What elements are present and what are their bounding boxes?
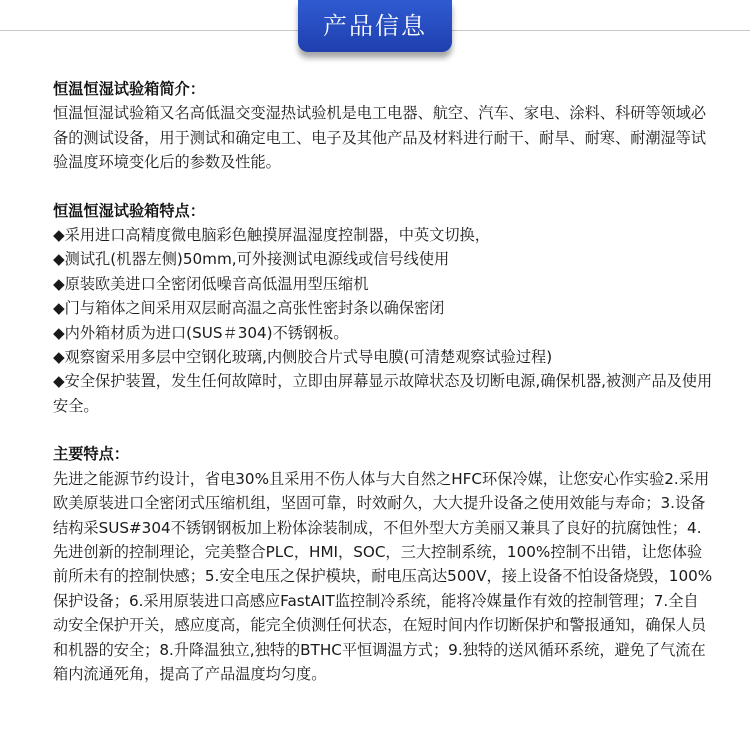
feature-item: ◆观察窗采用多层中空钢化玻璃,内侧胶合片式导电膜(可清楚观察试验过程) bbox=[53, 348, 553, 367]
intro-body: 恒温恒湿试验箱又名高低温交变湿热试验机是电工电器、航空、汽车、家电、涂料、科研等领域必备的测试设备，用于测试和确定电工、电子及其他产品及材料进行耐干、耐旱、耐寒、耐潮湿等试验温度环境变化后的参数及性能。 bbox=[53, 104, 707, 172]
intro-section bbox=[53, 77, 713, 175]
features-title: 恒温恒湿试验箱特点： bbox=[53, 201, 205, 220]
main-features-title: 主要特点： bbox=[53, 445, 129, 464]
features-section bbox=[53, 199, 713, 419]
feature-item: ◆原装欧美进口全密闭低噪音高低温用型压缩机 bbox=[53, 274, 369, 293]
feature-item: ◆安全保护装置，发生任何故障时，立即由屏幕显示故障状态及切断电源,确保机器,被测产品及使用安全。 bbox=[53, 372, 713, 415]
banner-title: 产品信息 bbox=[298, 0, 452, 52]
feature-item: ◆测试孔(机器左侧)50mm,可外接测试电源线或信号线使用 bbox=[53, 250, 450, 269]
main-features-section bbox=[53, 442, 713, 686]
main-features-body: 先进之能源节约设计，省电30%且采用不伤人体与大自然之HFC环保冷媒，让您安心作实验2.采用欧美原装进口全密闭式压缩机组，坚固可靠，时效耐久，大大提升设备之使用效能与寿命；3.设备结构采SUS#304不锈钢钢板加上粉体涂装制成，不但外型大方美丽又兼具了良好的抗腐蚀性；4.先进创新的控制理论，完美整合PLC，HMI，SOC，三大控制系统，100%控制不出错，让您体验前所未有的控制快感；5.安全电压之保护模块，耐电压高达500V，接上设备不怕设备烧毁，100%保护设备；6.采用原装进口高感应FastAIT监控制冷系统，能将冷媒量作有效的控制管理；7.全自动安全保护开关，感应度高，能完全侦测任何状态，在短时间内作切断保护和警报通知，确保人员和机器的安全；8.升降温独立,独特的BTHC平恒调温方式；9.独特的送风循环系统，避免了气流在箱内流通死角，提高了产品温度均匀度。 bbox=[53, 469, 713, 683]
feature-item: ◆内外箱材质为进口(SUS＃304)不锈钢板。 bbox=[53, 323, 349, 342]
header-banner bbox=[0, 0, 750, 60]
feature-item: ◆采用进口高精度微电脑彩色触摸屏温湿度控制器，中英文切换， bbox=[53, 226, 490, 245]
feature-item: ◆门与箱体之间采用双层耐高温之高张性密封条以确保密闭 bbox=[53, 299, 445, 318]
intro-title: 恒温恒湿试验箱简介： bbox=[53, 80, 205, 98]
product-description bbox=[53, 77, 713, 686]
